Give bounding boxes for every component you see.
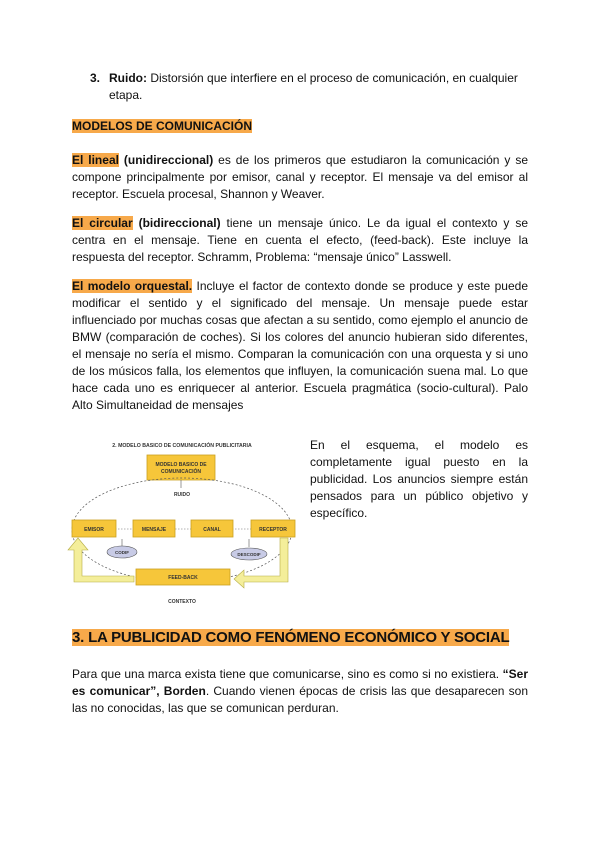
- list-description: Distorsión que interfiere en el proceso de comunicación, en cualquier etapa.: [109, 71, 518, 102]
- emisor-label: EMISOR: [84, 527, 104, 533]
- communication-diagram: [64, 438, 300, 608]
- orquestal-title: El modelo orquestal.: [72, 279, 193, 293]
- chapter-heading-text: 3. LA PUBLICIDAD COMO FENÓMENO ECONÓMICO Y SOCIAL: [72, 629, 510, 646]
- ruido-label: RUIDO: [173, 492, 191, 498]
- top-box-line2: COMUNICACIÓN: [161, 469, 201, 475]
- circular-text: tiene un mensaje único. Le da igual el contexto y se centra en el mensaje. Tiene en cuenta el efecto, (feed-back). Este incluye la respuesta del receptor. Schramm, Problema: “mensaje único” Lasswell.: [72, 216, 528, 264]
- feedback-label: FEED-BACK: [168, 575, 198, 581]
- list-item-ruido: [90, 70, 528, 104]
- list-number: 3.: [90, 71, 101, 85]
- chapter-heading: [72, 629, 509, 646]
- closing-text-1: Para que una marca exista tiene que comunicarse, sino es como si no existiera.: [72, 667, 503, 681]
- codif-label: CODIF: [115, 550, 129, 555]
- closing-text-2: . Cuando vienen épocas de crisis las que desaparecen son las no conocidas, las que se comunican perduran.: [72, 684, 528, 715]
- circular-title: El circular: [72, 216, 133, 230]
- canal-label: CANAL: [203, 527, 221, 533]
- feedback-arrow-right: [234, 538, 288, 588]
- list-term: Ruido:: [109, 71, 147, 85]
- diagram-svg: [64, 438, 300, 608]
- receptor-label: RECEPTOR: [259, 527, 287, 533]
- top-box-line1: MODELO BASICO DE: [155, 462, 207, 468]
- paragraph-closing: [72, 666, 528, 717]
- section-heading-text: MODELOS DE COMUNICACIÓN: [72, 119, 252, 133]
- section-heading: [72, 119, 252, 133]
- feedback-arrow-left: [68, 538, 134, 582]
- paragraph-circular: [72, 215, 528, 266]
- paragraph-lineal: [72, 152, 528, 203]
- closing-quote: “Ser es comunicar”, Borden: [72, 667, 528, 698]
- orquestal-text: Incluye el factor de contexto donde se produce y este puede modificar el sentido y el significado del mensaje. Un mensaje puede estar influenciado por muchas cosas que afectan a su sentido, como ejemplo el anuncio de BMW (comparación de coches). Si los colores del anuncio hubieran sido diferentes, el mensaje no sería el mismo. Comparan la comunicación con una orquesta y si uno de los músicos falla, los elementos que influyen, la comunicación suena mal. Lo que hace cada uno es enriquecer al anterior. Escuela pragmática (socio-cultural). Palo Alto Simultaneidad de mensajes: [72, 279, 528, 412]
- paragraph-orquestal: [72, 278, 528, 414]
- circular-qualifier: (bidireccional): [138, 216, 221, 230]
- diagram-title: 2. MODELO BASICO DE COMUNICACIÓN PUBLICITARIA: [112, 443, 252, 449]
- lineal-text: es de los primeros que estudiaron la comunicación y se compone principalmente por emisor, canal y receptor. El mensaje va del emisor al receptor. Escuela procesal, Shannon y Weaver.: [72, 153, 528, 201]
- lineal-title: El lineal: [72, 153, 119, 167]
- mensaje-label: MENSAJE: [141, 527, 167, 533]
- diagram-side-text: En el esquema, el modelo es completamente igual puesto en la publicidad. Los anuncios siempre están pensados para un público objetivo y específico.: [310, 438, 528, 520]
- lineal-qualifier: (unidireccional): [123, 153, 214, 167]
- contexto-label: CONTEXTO: [168, 599, 196, 605]
- descodif-label: DESCODIF: [237, 552, 261, 557]
- list-text: [109, 70, 528, 104]
